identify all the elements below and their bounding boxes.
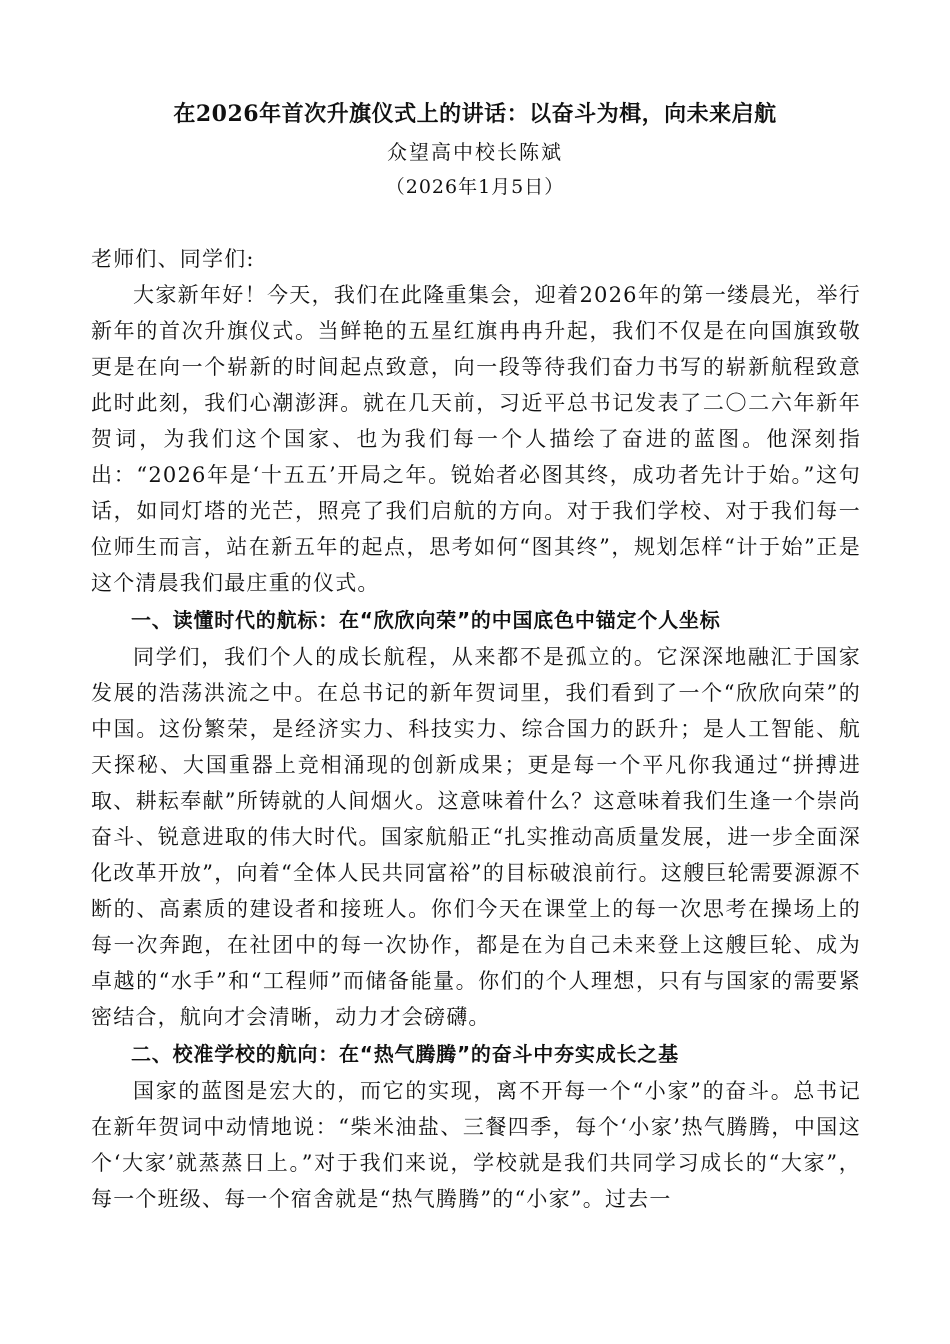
section-heading-2: 二、校准学校的航向：在“热气腾腾”的奋斗中夯实成长之基 xyxy=(131,1042,679,1066)
salutation: 老师们、同学们: xyxy=(91,247,255,271)
section-paragraph-2: 国家的蓝图是宏大的，而它的实现，离不开每一个“小家”的奋斗。总书记在新年贺词中动情地说：“柴米油盐、三餐四季，每个‘小家’热气腾腾，中国这个‘大家’就蒸蒸日上。”对于我们来说，学校就是我们共同学习成长的“大家”，每一个班级、每一个宿舍就是“热气腾腾”的“小家”。过去一 xyxy=(91,1079,861,1211)
author-line: 众望高中校长陈斌 xyxy=(387,140,563,164)
section-paragraph-1: 同学们，我们个人的成长航程，从来都不是孤立的。它深深地融汇于国家发展的浩荡洪流之中。在总书记的新年贺词里，我们看到了一个“欣欣向荣”的中国。这份繁荣，是经济实力、科技实力、综合国力的跃升；是人工智能、航天探秘、大国重器上竞相涌现的创新成果；更是每一个平凡你我通过“拼搏进取、耕耘奉献”所铸就的人间烟火。这意味着什么？这意味着我们生逢一个崇尚奋斗、锐意进取的伟大时代。国家航船正“扎实推动高质量发展，进一步全面深化改革开放”，向着“全体人民共同富裕”的目标破浪前行。这艘巨轮需要源源不断的、高素质的建设者和接班人。你们今天在课堂上的每一次思考在操场上的每一次奔跑，在社团中的每一次协作，都是在为自己未来登上这艘巨轮、成为卓越的“水手”和“工程师”而储备能量。你们的个人理想，只有与国家的需要紧密结合，航向才会清晰，动力才会磅礴。 xyxy=(91,645,861,1029)
page-title: 在2026年首次升旗仪式上的讲话：以奋斗为楫，向未来启航 xyxy=(173,101,777,127)
speech-body xyxy=(91,241,861,1217)
date-line: （2026年1月5日） xyxy=(385,176,565,198)
intro-paragraph: 大家新年好！今天，我们在此隆重集会，迎着2026年的第一缕晨光，举行新年的首次升旗仪式。当鲜艳的五星红旗冉冉升起，我们不仅是在向国旗致敬更是在向一个崭新的时间起点致意，向一段等待我们奋力书写的崭新航程致意此时此刻，我们心潮澎湃。就在几天前，习近平总书记发表了二〇二六年新年贺词，为我们这个国家、也为我们每一个人描绘了奋进的蓝图。他深刻指出：“2026年是‘十五五’开局之年。锐始者必图其终，成功者先计于始。”这句话，如同灯塔的光芒，照亮了我们启航的方向。对于我们学校、对于我们每一位师生而言，站在新五年的起点，思考如何“图其终”，规划怎样“计于始”正是这个清晨我们最庄重的仪式。 xyxy=(91,283,861,595)
section-heading-1: 一、读懂时代的航标：在“欣欣向荣”的中国底色中锚定个人坐标 xyxy=(131,608,721,632)
